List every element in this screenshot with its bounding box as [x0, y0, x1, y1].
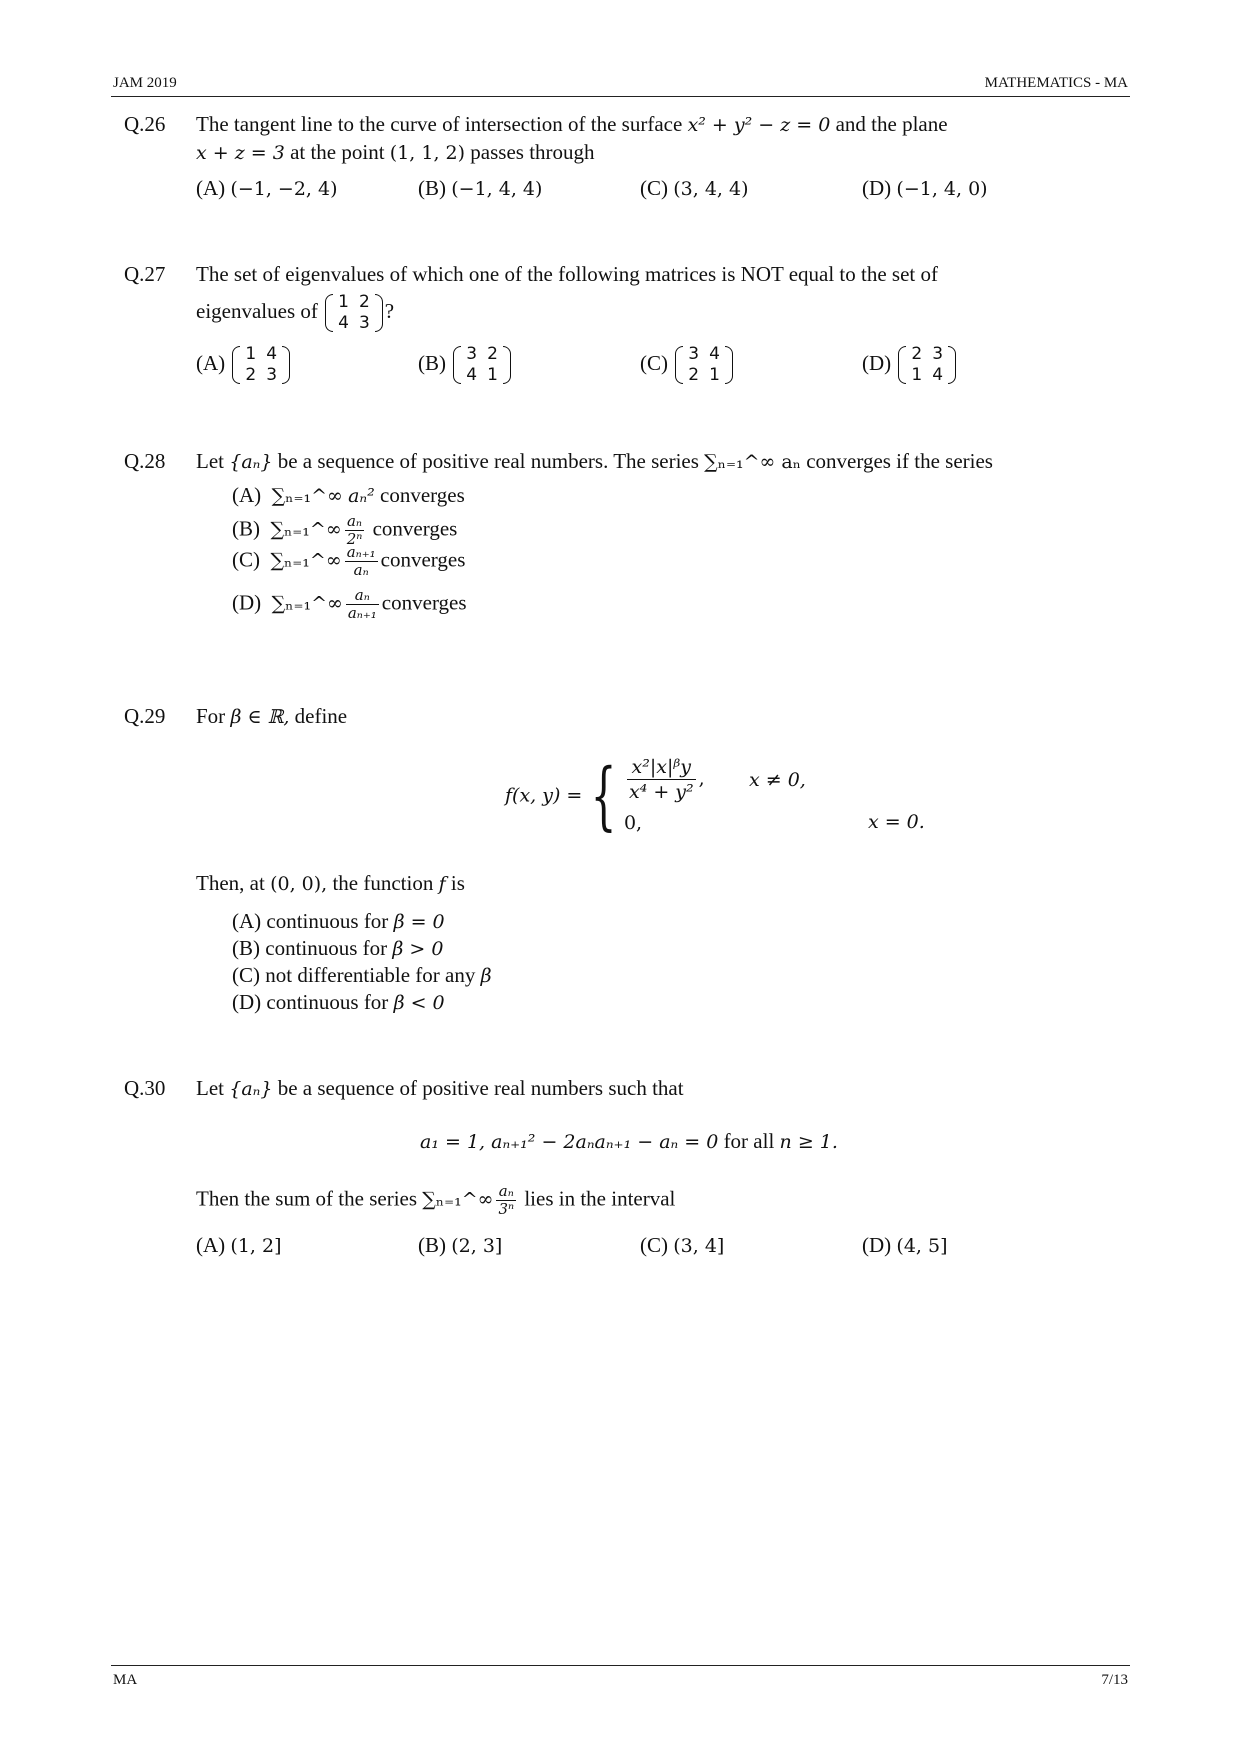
option-c: (C) (3, 4, 4): [640, 176, 749, 200]
question-body: [196, 703, 1121, 731]
piecewise-function: f(x, y) = { $\frac{\text{x²|x|ᵝy}}{\text{x⁴ + y²}}$ , x ≠ 0, 0, x = 0.: [505, 753, 925, 839]
question-text: For β ∈ ℝ, define: [196, 704, 348, 728]
question-text: The set of eigenvalues of which one of the following matrices is NOT equal to the set of: [196, 262, 938, 286]
option-c: (C) ∑ₙ₌₁^∞ $\frac{\text{aₙ₊₁}}{\text{aₙ}}$ converges: [232, 543, 466, 579]
question-body: [196, 1075, 1121, 1103]
sequence-symbol: {aₙ}: [229, 451, 273, 473]
question-followup: Then, at (0, 0), the function f is (A) continuous for β = 0 (B) continuous for β > 0 (C) not differentiable for any β (D) continuous for β < 0: [196, 870, 1121, 1016]
header-exam-name: JAM 2019: [113, 75, 177, 91]
text-segment: The tangent line to the curve of intersection of the surface: [196, 112, 683, 136]
question-text: Let {aₙ} be a sequence of positive real numbers such that: [196, 1076, 684, 1100]
options-row: [196, 175, 1121, 215]
options-list: [232, 482, 1157, 622]
option-b: (B) 3 2 4 1: [418, 344, 513, 386]
beta-domain: β ∈ ℝ,: [230, 706, 290, 728]
option-a: (A) (−1, −2, 4): [196, 176, 338, 200]
text-segment: passes through: [470, 140, 595, 164]
question-number: Q.30: [124, 1076, 166, 1100]
options-row: [196, 1232, 1121, 1272]
case-2-condition: x = 0.: [867, 811, 925, 833]
header-rule: [111, 96, 1130, 97]
sequence-symbol: {aₙ}: [229, 1078, 273, 1100]
question-body: [196, 261, 1121, 394]
option-b: (B) (2, 3]: [418, 1233, 503, 1257]
option-d: (D) continuous for β < 0: [232, 990, 445, 1014]
surface-equation: x² + y² − z = 0: [687, 114, 831, 136]
case-2-value: 0,: [623, 812, 643, 834]
question-number: Q.29: [124, 704, 166, 728]
point-value: (1, 1, 2): [389, 142, 466, 164]
option-a: (A) continuous for β = 0: [232, 909, 445, 933]
reference-matrix: 1 2 4 3: [325, 292, 383, 334]
option-b: (B) continuous for β > 0: [232, 936, 444, 960]
option-b: (B) ∑ₙ₌₁^∞ $\frac{\text{aₙ}}{\text{2ⁿ}}$ converges: [232, 512, 458, 548]
question-number: Q.28: [124, 449, 166, 473]
question-mark: ?: [384, 298, 395, 323]
option-c: (C) not differentiable for any β: [232, 963, 492, 987]
option-d: (D) ∑ₙ₌₁^∞ $\frac{\text{aₙ}}{\text{aₙ₊₁}}$ converges: [232, 586, 467, 622]
text-segment: at the point: [290, 140, 385, 164]
recurrence-formula: a₁ = 1, aₙ₊₁² − 2aₙaₙ₊₁ − aₙ = 0: [420, 1131, 719, 1153]
option-d: (D) (−1, 4, 0): [862, 176, 988, 200]
function-name: f(x, y) =: [505, 784, 583, 807]
option-a: (A) 1 4 2 3: [196, 344, 292, 386]
option-d: (D) 2 3 1 4: [862, 344, 958, 386]
question-text: Let {aₙ} be a sequence of positive real numbers. The series ∑ₙ₌₁^∞ aₙ converges if the series: [196, 449, 993, 473]
question-body: [196, 111, 1121, 215]
case-1-condition: x ≠ 0,: [749, 769, 806, 791]
question-text: [196, 111, 1121, 167]
question-followup: Then the sum of the series ∑ₙ₌₁^∞ $\frac{\text{aₙ}}{\text{3ⁿ}}$ lies in the interval (A) (1, 2] (B) (2, 3] (C) (3, 4] (D) (4, 5]: [196, 1183, 1121, 1272]
option-b: (B) (−1, 4, 4): [418, 176, 543, 200]
page-number: 7/13: [1101, 1672, 1128, 1688]
question-text-line2: [196, 292, 1121, 334]
series-expression: ∑ₙ₌₁^∞ aₙ: [704, 451, 801, 473]
footer-rule: [111, 1665, 1130, 1666]
footer-paper-code: MA: [113, 1672, 138, 1688]
text-segment: and the plane: [835, 112, 948, 136]
plane-equation: x + z = 3: [196, 142, 285, 164]
options-list: [232, 908, 1157, 1016]
option-d: (D) (4, 5]: [862, 1233, 948, 1257]
option-c: (C) (3, 4]: [640, 1233, 725, 1257]
option-a: (A) (1, 2]: [196, 1233, 282, 1257]
option-a: (A) ∑ₙ₌₁^∞ aₙ² converges: [232, 483, 465, 507]
option-c: (C) 3 4 2 1: [640, 344, 735, 386]
question-body: [196, 448, 1121, 622]
question-number: Q.26: [124, 112, 166, 136]
text-segment: eigenvalues of: [196, 298, 318, 323]
brace-symbol: {: [590, 753, 617, 839]
header-subject: MATHEMATICS - MA: [984, 75, 1128, 91]
options-row: [196, 344, 1121, 394]
recurrence-equation: a₁ = 1, aₙ₊₁² − 2aₙaₙ₊₁ − aₙ = 0 for all n ≥ 1.: [420, 1129, 838, 1153]
question-number: Q.27: [124, 262, 166, 286]
